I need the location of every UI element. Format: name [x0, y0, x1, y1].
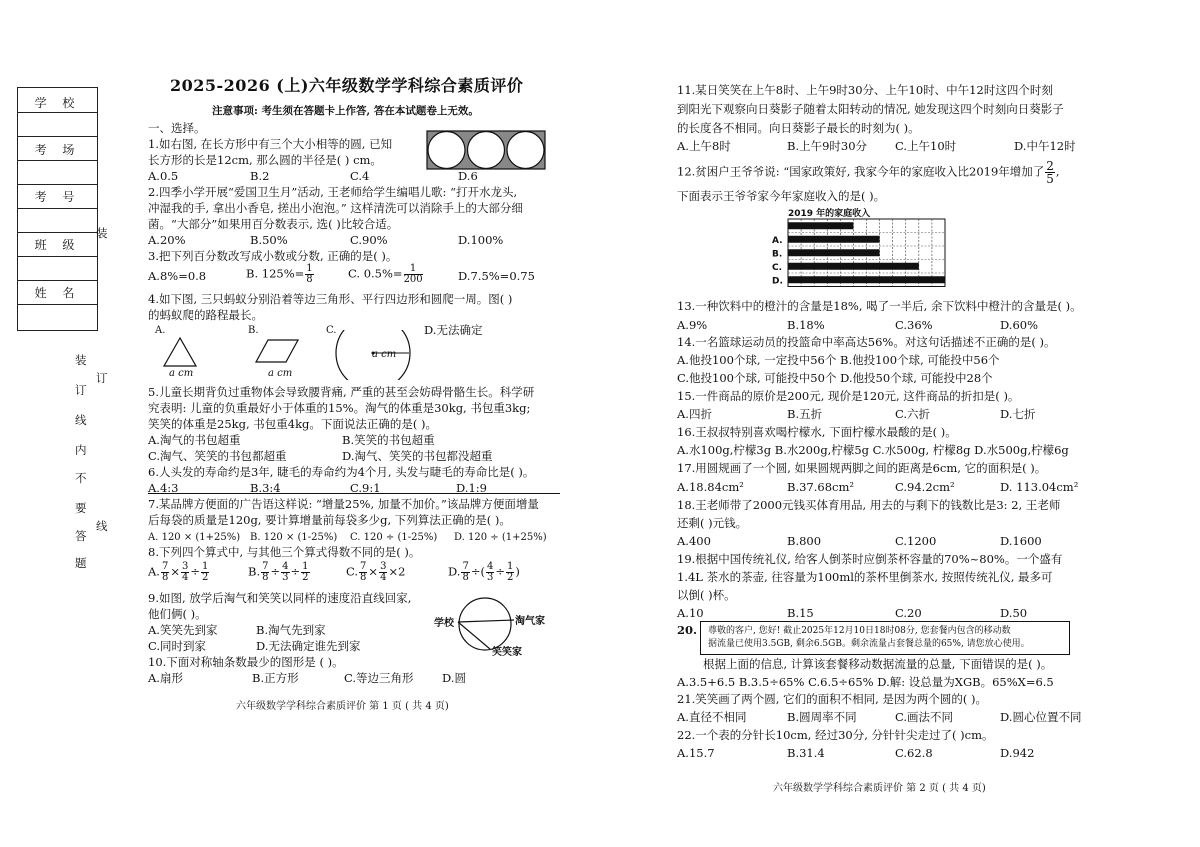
q4-option-d: D.无法确定 [424, 323, 483, 337]
q10-option-a: A.扇形 [148, 671, 183, 685]
q13-option-a: A.9% [677, 318, 708, 332]
q3-option-b-label: B. 125%= [246, 266, 305, 281]
q12-fraction: $\frac{2}{5}$ [1046, 159, 1054, 186]
q14-options-line: C.他投100个球, 可能投中50个 D.他投50个球, 可能投中28个 [677, 371, 993, 385]
q5-text: 究表明: 儿童的负重最好小于体重的15%。淘气的体重是30kg, 书包重3kg; [148, 401, 531, 415]
chart-bar [788, 276, 945, 283]
q10-option-c: C.等边三角形 [344, 671, 414, 685]
q2-option-b: B.50% [250, 233, 288, 247]
q16-text: 16.王叔叔特别喜欢喝柠檬水, 下面柠檬水最酸的是( )。 [677, 425, 957, 439]
q13-text: 13.一种饮料中的橙汁的含量是18%, 喝了一半后, 余下饮料中橙汁的含量是( )。 [677, 299, 1082, 313]
page2-footer: 六年级数学学科综合素质评价 第 2 页 ( 共 4 页) [773, 783, 986, 794]
q2-text: 冲湿我的手, 拿出小香皂, 搓出小泡泡。” 这样清洗可以消除手上的大部分细 [148, 201, 523, 215]
q5-option-a: A.淘气的书包超重 [148, 433, 241, 447]
q13-option-d: D.60% [1000, 318, 1039, 332]
q11-option-a: A.上午8时 [677, 139, 731, 153]
q8-text: 8.下列四个算式中, 与其他三个算式得数不同的是( )。 [148, 545, 421, 559]
q19-option-a: A.10 [677, 606, 704, 620]
q8-fraction: $\frac{7}{8}$ [360, 561, 367, 583]
parallelogram-shape [256, 340, 298, 362]
q1-option-c: C.4 [350, 169, 370, 183]
binding-char: 装 [75, 353, 87, 367]
q8-fraction: $\frac{4}{3}$ [282, 561, 289, 583]
q12-text: 12.贫困户王爷爷说: “国家政策好, 我家今年的家庭收入比2019年增加了 $\frac{2}{5}$ , [677, 159, 1060, 186]
q8-fraction: $\frac{3}{4}$ [380, 561, 387, 583]
q6-option-b: B.3:4 [250, 481, 281, 495]
q18-option-c: C.1200 [895, 534, 937, 548]
q22-option-b: B.31.4 [787, 746, 825, 760]
binding-char: 线 [96, 519, 108, 533]
q8-fraction: $\frac{3}{4}$ [181, 561, 189, 583]
q18-text: 还剩( )元钱。 [677, 516, 748, 530]
q13-option-b: B.18% [787, 318, 825, 332]
chart-bar [788, 249, 880, 256]
q11-text: 的长度各不相同。向日葵影子最长的时刻为( )。 [677, 121, 920, 135]
q17-option-c: C.94.2cm² [895, 480, 955, 494]
q7-option-d: D. 120 ÷ (1+25%) [454, 532, 547, 543]
binding-char: 线 [75, 413, 87, 427]
school-point-label: 学校 [434, 618, 454, 629]
name-label: 姓 名 [34, 286, 81, 300]
q8-option-d: D. $\frac{7}{8}$ ÷( $\frac{4}{3}$ ÷ $\frac{1}{2}$ ) [448, 561, 520, 583]
q22-option-d: D.942 [1000, 746, 1035, 760]
q1-option-d: D.6 [458, 169, 478, 183]
q11-option-b: B.上午9时30分 [787, 139, 868, 153]
q19-option-c: C.20 [895, 606, 922, 620]
q8-option-b: B. $\frac{7}{8}$ ÷ $\frac{4}{3}$ ÷ $\frac{1}{2}$ [248, 561, 309, 583]
q5-text: 笑笑的体重是25kg, 书包重4kg。下面说法正确的是( )。 [148, 417, 438, 431]
q7-option-b: B. 120 × (1-25%) [250, 532, 338, 543]
q4-dim-label: a cm [372, 349, 397, 360]
q8-fraction: $\frac{7}{8}$ [462, 561, 469, 583]
q3-option-c [348, 264, 424, 285]
q2-text: 菌。“大部分”如果用百分数表示, 选( )比较合适。 [148, 217, 399, 231]
q5-option-b: B.笑笑的书包超重 [342, 433, 435, 447]
school-label: 学 校 [34, 96, 81, 110]
q11-text: 11.某日笑笑在上午8时、上午9时30分、上午10时、中午12时这四个时刻 [677, 83, 1053, 97]
q8-fraction: $\frac{4}{3}$ [486, 561, 494, 583]
route-line [458, 620, 514, 622]
exam-room-label: 考 场 [34, 143, 81, 157]
q20-number: 20. [677, 623, 698, 637]
q9-text: 他们俩( )。 [148, 607, 207, 621]
q9-option-b: B.淘气先到家 [256, 623, 326, 637]
q18-option-b: B.800 [787, 534, 822, 548]
sms-text: 据流量已使用3.5GB, 剩余6.5GB。剩余流量占套餐总量的65%, 请您放心使用。 [708, 639, 1030, 649]
binding-char: 要 [75, 501, 87, 515]
q10-option-d: D.圆 [442, 671, 466, 685]
q7-option-a: A. 120 × (1+25%) [148, 532, 241, 543]
q3-option-b [246, 264, 315, 285]
q4-dim-label: a cm [169, 368, 194, 379]
q8-option-a: A. $\frac{7}{8}$ × $\frac{3}{4}$ ÷ $\frac{1}{2}$ [148, 561, 209, 583]
q2-option-a: A.20% [148, 233, 186, 247]
q9-option-d: D.无法确定谁先到家 [256, 639, 361, 653]
section-heading: 一、选择。 [148, 121, 206, 135]
sms-message-box [700, 621, 1070, 655]
q16-options: A.水100g,柠檬3g B.水200g,柠檬5g C.水500g, 柠檬8g D.水500g,柠檬6g [677, 443, 1069, 457]
chart-bar [788, 263, 919, 270]
q3-option-a: A.8%=0.8 [148, 269, 207, 283]
route-line [458, 622, 490, 649]
q14-text: 14.一名篮球运动员的投篮命中率高达56%。对这句话描述不正确的是( )。 [677, 335, 1056, 349]
chart-bar [788, 236, 880, 243]
triangle-shape [164, 338, 196, 366]
q19-option-b: B.15 [787, 606, 814, 620]
q15-option-a: A.四折 [677, 407, 712, 421]
row-divider [18, 256, 97, 257]
q4-label-c: C. [326, 325, 337, 336]
q3-option-d: D.7.5%=0.75 [458, 269, 535, 283]
q9-option-c: C.同时到家 [148, 639, 207, 653]
q1-option-b: B.2 [250, 169, 270, 183]
q20-options: A.3.5+6.5 B.3.5÷65% C.6.5÷65% D.解: 设总量为XGB。65%X=6.5 [677, 675, 1054, 689]
q21-option-d: D.圆心位置不同 [1000, 710, 1082, 724]
q3-fraction: $\frac{1}{200}$ [403, 263, 423, 285]
row-divider [18, 304, 97, 305]
q4-label-a: A. [155, 325, 166, 336]
q17-option-b: B.37.68cm² [787, 480, 854, 494]
q22-text: 22.一个表的分针长10cm, 经过30分, 分针针尖走过了( )cm。 [677, 728, 994, 742]
q8-label: D. [448, 564, 461, 579]
q19-option-d: D.50 [1000, 606, 1028, 620]
q6-option-a: A.4:3 [148, 481, 179, 495]
chart-category-label: A. [772, 235, 783, 246]
q8-fraction: $\frac{1}{2}$ [202, 561, 209, 583]
chart-title: 2019 年的家庭收入 [788, 209, 871, 219]
taoqi-home-label: 淘气家 [515, 616, 545, 627]
q12-text: 下面表示王爷爷家今年家庭收入的是( )。 [677, 189, 886, 203]
q1-text: 1.如右图, 在长方形中有三个大小相等的圆, 已知 [148, 137, 393, 151]
q20-text: 根据上面的信息, 计算该套餐移动数据流量的总量, 下面错误的是( )。 [703, 657, 1053, 671]
income-bar-chart [770, 205, 950, 287]
q8-label: A. [148, 564, 160, 579]
chart-category-label: C. [772, 262, 783, 273]
binding-char: 订 [75, 383, 87, 397]
q5-option-c: C.淘气、笑笑的书包都超重 [148, 449, 287, 463]
q4-label-b: B. [248, 325, 259, 336]
sms-text: 尊敬的客户, 您好! 截止2025年12月10日18时08分, 您套餐内包含的移动数 [708, 626, 1011, 636]
q17-text: 17.用圆规画了一个圆, 如果圆规两脚之间的距离是6cm, 它的面积是( )。 [677, 461, 1047, 475]
row-divider [18, 208, 97, 209]
q8-fraction: $\frac{7}{8}$ [161, 561, 169, 583]
q12-text-main: 12.贫困户王爷爷说: “国家政策好, 我家今年的家庭收入比2019年增加了 [677, 164, 1045, 179]
q7-option-c: C. 120 ÷ (1-25%) [350, 532, 438, 543]
q1-text: 长方形的长是12cm, 那么圆的半径是( ) cm。 [148, 153, 382, 167]
chart-bar [788, 222, 853, 229]
q4-dim-label: a cm [268, 368, 293, 379]
row-divider [18, 232, 97, 233]
q9-text: 9.如图, 放学后淘气和笑笑以同样的速度沿直线回家, [148, 591, 412, 605]
q3-fraction: $\frac{1}{8}$ [306, 263, 313, 285]
q7-text: 后每袋的质量是120g, 要计算增量前每袋多少g, 下列算法正确的是( )。 [148, 513, 511, 527]
q13-option-c: C.36% [895, 318, 933, 332]
q15-text: 15.一件商品的原价是200元, 现价是120元, 这件商品的折扣是( )。 [677, 389, 1020, 403]
q8-option-c: C. $\frac{7}{8}$ × $\frac{3}{4}$ ×2 [346, 561, 406, 583]
exam-number-label: 考 号 [34, 190, 81, 204]
q2-option-d: D.100% [458, 233, 504, 247]
q3-text: 3.把下列百分数改写成小数或分数, 正确的是( )。 [148, 249, 398, 263]
q14-options-line: A.他投100个球, 一定投中56个 B.他投100个球, 可能投中56个 [677, 353, 1000, 367]
q22-option-c: C.62.8 [895, 746, 933, 760]
q8-label: B. [248, 564, 261, 579]
q10-option-b: B.正方形 [252, 671, 299, 685]
q19-text: 1.4L 茶水的茶壶, 往容量为100ml的茶杯里倒茶水, 按照传统礼仪, 最多可 [677, 570, 1053, 584]
binding-char: 题 [75, 556, 87, 570]
q3-option-c-label: C. 0.5%= [348, 266, 403, 281]
binding-char: 不 [75, 471, 87, 485]
row-divider [18, 112, 97, 113]
row-divider [18, 160, 97, 161]
q11-option-d: D.中午12时 [1014, 139, 1076, 153]
divider-line [148, 493, 560, 494]
row-divider [18, 280, 97, 281]
q1-option-a: A.0.5 [148, 169, 179, 183]
class-label: 班 级 [34, 238, 81, 252]
binding-char: 内 [75, 443, 87, 457]
q9-option-a: A.笑笑先到家 [148, 623, 218, 637]
q5-option-d: D.淘气、笑笑的书包都没超重 [342, 449, 493, 463]
q10-text: 10.下面对称轴条数最少的图形是 ( )。 [148, 655, 344, 669]
q18-option-a: A.400 [677, 534, 711, 548]
q17-option-d: D. 113.04cm² [1000, 480, 1079, 494]
q17-option-a: A.18.84cm² [677, 480, 744, 494]
q21-option-b: B.圆周率不同 [787, 710, 857, 724]
chart-category-label: B. [772, 249, 783, 260]
q8-fraction: $\frac{1}{2}$ [302, 561, 309, 583]
q7-text: 7.某品牌方便面的广告语这样说: “增量25%, 加量不加价。”该品牌方便面增量 [148, 497, 539, 511]
q6-option-c: C.9:1 [350, 481, 381, 495]
q19-text: 以倒( )杯。 [677, 588, 736, 602]
student-info-table [17, 87, 98, 331]
q4-text: 4.如下图, 三只蚂蚁分别沿着等边三角形、平行四边形和圆爬一周。图( ) [148, 292, 513, 306]
q8-label: C. [346, 564, 359, 579]
q19-text: 19.根据中国传统礼仪, 给客人倒茶时应倒茶杯容量的70%~80%。一个盛有 [677, 552, 1063, 566]
binding-char: 订 [96, 371, 108, 385]
q8-fraction: $\frac{1}{2}$ [507, 561, 514, 583]
q22-option-a: A.15.7 [677, 746, 715, 760]
q18-option-d: D.1600 [1000, 534, 1042, 548]
q15-option-d: D.七折 [1000, 407, 1036, 421]
q11-option-c: C.上午10时 [895, 139, 957, 153]
q21-text: 21.笑笑画了两个圆, 它们的面积不相同, 是因为两个圆的( )。 [677, 692, 988, 706]
page-title: 2025-2026 (上)六年级数学学科综合素质评价 [170, 76, 524, 95]
chart-category-labels [772, 236, 783, 287]
q2-option-c: C.90% [350, 233, 388, 247]
binding-char: 答 [75, 529, 87, 543]
q11-text: 到阳光下观察向日葵影子随着太阳转动的情况, 她发现这四个时刻向日葵影子 [677, 102, 1064, 116]
q2-text: 2.四季小学开展“爱国卫生月”活动, 王老师给学生编唱儿歌: “打开水龙头, [148, 185, 518, 199]
exam-notice: 注意事项: 考生须在答题卡上作答, 答在本试题卷上无效。 [212, 105, 479, 117]
q6-text: 6.人头发的寿命约是3年, 睫毛的寿命约为4个月, 头发与睫毛的寿命比是( )。 [148, 465, 535, 479]
q1-three-circles-figure [426, 130, 546, 170]
row-divider [18, 184, 97, 185]
q6-option-d: D.1:9 [456, 481, 487, 495]
q18-text: 18.王老师带了2000元钱买体育用品, 用去的与剩下的钱数比是3: 2, 王老师 [677, 498, 1061, 512]
q8-fraction: $\frac{7}{8}$ [262, 561, 269, 583]
page1-footer: 六年级数学学科综合素质评价 第 1 页 ( 共 4 页) [236, 701, 449, 712]
q15-option-c: C.六折 [895, 407, 931, 421]
binding-char: 装 [96, 226, 108, 240]
row-divider [18, 136, 97, 137]
chart-category-label: D. [772, 276, 783, 287]
q15-option-b: B.五折 [787, 407, 823, 421]
q4-text: 的蚂蚁爬的路程最长。 [148, 308, 263, 322]
q5-text: 5.儿童长期背负过重物体会导致腰背痛, 严重的甚至会妨碍骨骼生长。科学研 [148, 385, 535, 399]
q21-option-c: C.画法不同 [895, 710, 954, 724]
xiaoxiao-home-label: 笑笑家 [492, 647, 522, 658]
q21-option-a: A.直径不相同 [677, 710, 747, 724]
